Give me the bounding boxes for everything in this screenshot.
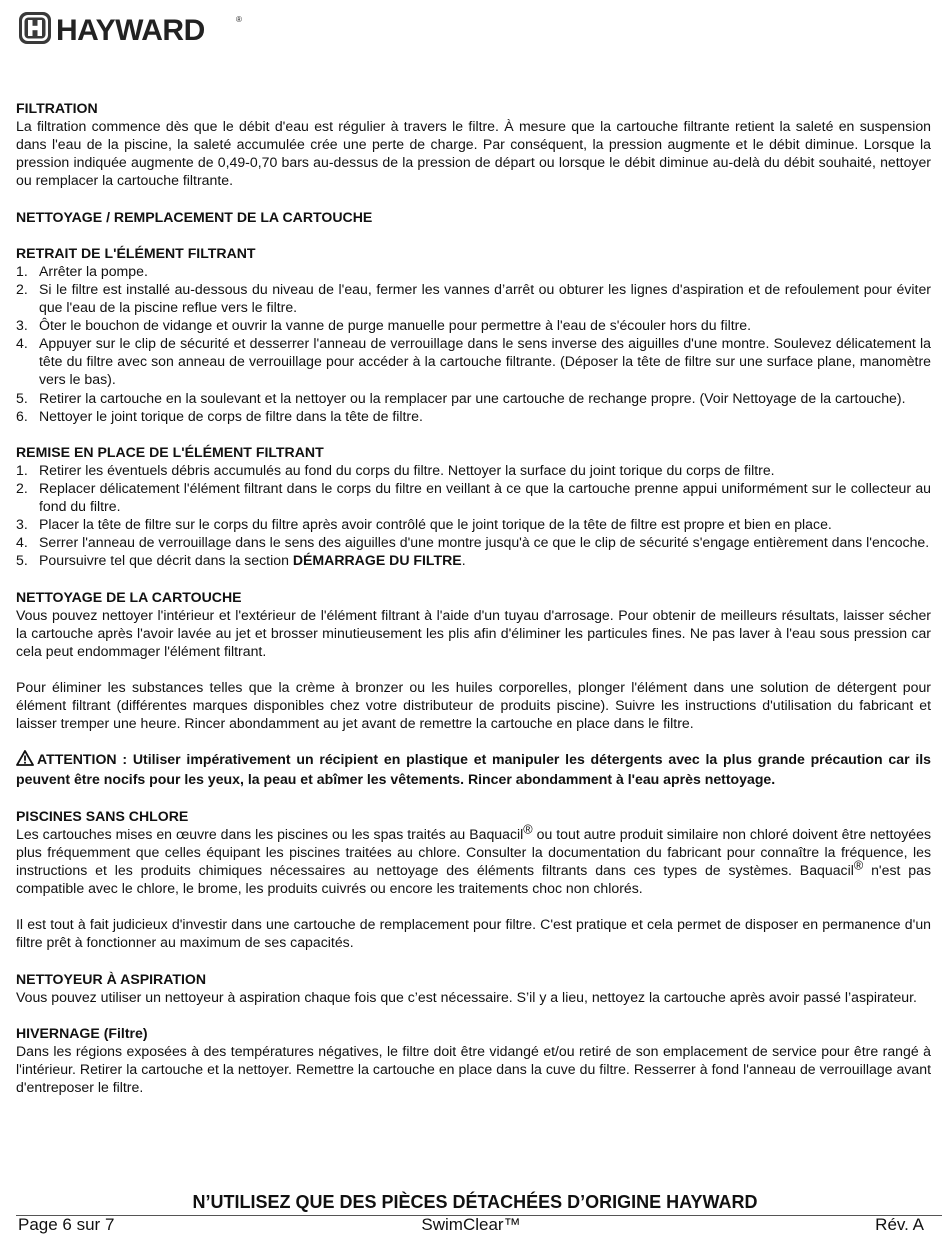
page-number: Page 6 sur 7 bbox=[18, 1215, 115, 1234]
registered-mark: ® bbox=[523, 822, 533, 837]
svg-text:®: ® bbox=[236, 15, 242, 24]
warning-notice bbox=[16, 750, 931, 788]
cartridge-cleaning-text-2: Pour éliminer les substances telles que la crème à bronzer ou les huiles corporelles, plonger l'élément dans une solution de détergent pour élément filtrant (différentes marques disponibles chez votre distributeur de produits piscine). Suivre les instructions d'utilisation du fabricant et laisser tremper une heure. Rincer abondamment au jet avant de remettre la cartouche en place dans le filtre. bbox=[16, 679, 931, 732]
list-item: 3. Ôter le bouchon de vidange et ouvrir la vanne de purge manuelle pour permettre à l'eau de s'écouler hors du filtre. bbox=[16, 317, 752, 334]
list-item: 6. Nettoyer le joint torique de corps de filtre dans la tête de filtre. bbox=[16, 407, 423, 424]
list-item: 2. Replacer délicatement l'élément filtrant dans le corps du filtre en veillant à ce que la cartouche prenne appui uniformément sur le collecteur au fond du filtre. bbox=[16, 479, 931, 515]
reinstall-steps bbox=[16, 461, 931, 570]
list-item: 4. Appuyer sur le clip de sécurité et desserrer l'anneau de verrouillage dans le sens inverse des aiguilles d'une montre. Soulevez délicatement la tête du filtre avec son anneau de verrouillage pour accéder à la cartouche filtrante. (Déposer la tête de filtre sur une surface plane, manomètre vers le bas). bbox=[16, 335, 931, 388]
chlorine-free-text-2: Il est tout à fait judicieux d'investir dans une cartouche de remplacement pour filtre. C'est pratique et cela permet de disposer en permanence d'un filtre prêt à fonctionner au maximum de ses capacités. bbox=[16, 916, 931, 951]
cleaning-replacement-heading: NETTOYAGE / REMPLACEMENT DE LA CARTOUCHE bbox=[16, 208, 373, 225]
warning-text: ATTENTION : Utiliser impérativement un récipient en plastique et manipuler les détergents avec la plus grande précaution car ils peuvent être nocifs pour les yeux, la peau et abîmer les vêtements. Rincer abondamment à l'eau après nettoyage. bbox=[16, 751, 931, 788]
list-item: 1. Arrêter la pompe. bbox=[16, 262, 148, 279]
section-title-vacuum: NETTOYEUR À ASPIRATION bbox=[16, 970, 207, 987]
section-title-reinstall: REMISE EN PLACE DE L'ÉLÉMENT FILTRANT bbox=[16, 443, 324, 460]
registered-mark: ® bbox=[853, 858, 864, 873]
list-item: 5. Retirer la cartouche en la soulevant et la nettoyer ou la remplacer par une cartouche de rechange propre. (Voir Nettoyage de la cartouche). bbox=[16, 389, 906, 406]
list-item: 1. Retirer les éventuels débris accumulés au fond du corps du filtre. Nettoyer la surface du joint torique du corps de filtre. bbox=[16, 461, 775, 478]
section-title-winter: HIVERNAGE (Filtre) bbox=[16, 1024, 148, 1041]
section-reference: DÉMARRAGE DU FILTRE bbox=[292, 552, 462, 569]
vacuum-text: Vous pouvez utiliser un nettoyeur à aspiration chaque fois que c’est nécessaire. S’il y a lieu, nettoyez la cartouche après avoir passé l’aspirateur. bbox=[16, 988, 917, 1005]
section-title-cartridge-cleaning: NETTOYAGE DE LA CARTOUCHE bbox=[16, 588, 242, 605]
removal-steps bbox=[16, 262, 931, 425]
hayward-logo bbox=[18, 10, 244, 46]
list-item: 3. Placer la tête de filtre sur le corps du filtre après avoir contrôlé que le joint torique de la tête de filtre est propre et bien en place. bbox=[16, 516, 832, 533]
filtration-text: La filtration commence dès que le débit d'eau est régulier à travers le filtre. À mesure que la cartouche filtrante retient la saleté en suspension dans l'eau de la piscine, la saleté accumulée crée une perte de charge. Par conséquent, la pression augmente et le débit diminue. Lorsque la pression indiquée augmente de 0,49-0,70 bars au-dessus de la pression de départ ou lorsque le débit diminue au-delà du débit souhaité, nettoyer ou remplacer la cartouche filtrante. bbox=[16, 118, 931, 189]
section-title-chlorine-free: PISCINES SANS CHLORE bbox=[16, 807, 189, 824]
page-content bbox=[16, 99, 931, 1096]
chlorine-free-text-1: Les cartouches mises en œuvre dans les piscines ou les spas traités au Baquacil® ou tout autre produit similaire non chloré doivent être nettoyées plus fréquemment que celles équipant les piscines traitées au chlore. Consulter la documentation du fabricant pour connaître la fréquence, les instructions et les produits chimiques nécessaires au nettoyage des éléments filtrants dans ces types de systèmes. Baquacil® n'est pas compatible avec le chlore, le brome, les produits cuivrés ou encore les traitements choc non chlorés. bbox=[16, 822, 931, 897]
section-title-filtration: FILTRATION bbox=[16, 100, 98, 116]
warning-triangle-icon bbox=[16, 750, 34, 770]
revision-label: Rév. A bbox=[875, 1215, 924, 1234]
page-header bbox=[18, 10, 244, 46]
list-item: 4. Serrer l'anneau de verrouillage dans le sens des aiguilles d'une montre jusqu'à ce que le clip de sécurité s'engage entièrement dans l'encoche. bbox=[16, 534, 930, 551]
list-item: 2. Si le filtre est installé au-dessous du niveau de l'eau, fermer les vannes d’arrêt ou obturer les lignes d'aspiration et de refoulement pour éviter que l'eau de la piscine reflue vers le filtre. bbox=[16, 280, 931, 316]
genuine-parts-notice: N’UTILISEZ QUE DES PIÈCES DÉTACHÉES D’ORIGINE HAYWARD bbox=[192, 1192, 758, 1212]
cartridge-cleaning-text-1: Vous pouvez nettoyer l'intérieur et l'extérieur de l'élément filtrant à l'aide d'un tuyau d'arrosage. Pour obtenir de meilleurs résultats, laisser sécher la cartouche après l'avoir lavée au jet et brosser minutieusement les plis afin d'éliminer les particules fines. Ne pas laver à l'eau sous pression car cela peut endommager l'élément filtrant. bbox=[16, 606, 931, 659]
product-name: SwimClear™ bbox=[421, 1215, 521, 1234]
svg-text:HAYWARD: HAYWARD bbox=[56, 14, 205, 46]
list-item: 5. Poursuivre tel que décrit dans la section DÉMARRAGE DU FILTRE. bbox=[16, 552, 466, 569]
winter-text: Dans les régions exposées à des températures négatives, le filtre doit être vidangé et/ou retiré de son emplacement de service pour être rangé à l'intérieur. Retirer la cartouche et la nettoyer. Remettre la cartouche en place dans la cuve du filtre. Resserrer à fond l'anneau de verrouillage avant d'entreposer le filtre. bbox=[16, 1042, 931, 1096]
section-title-removal: RETRAIT DE L'ÉLÉMENT FILTRANT bbox=[16, 244, 256, 261]
hayward-logo-mark bbox=[18, 10, 244, 46]
